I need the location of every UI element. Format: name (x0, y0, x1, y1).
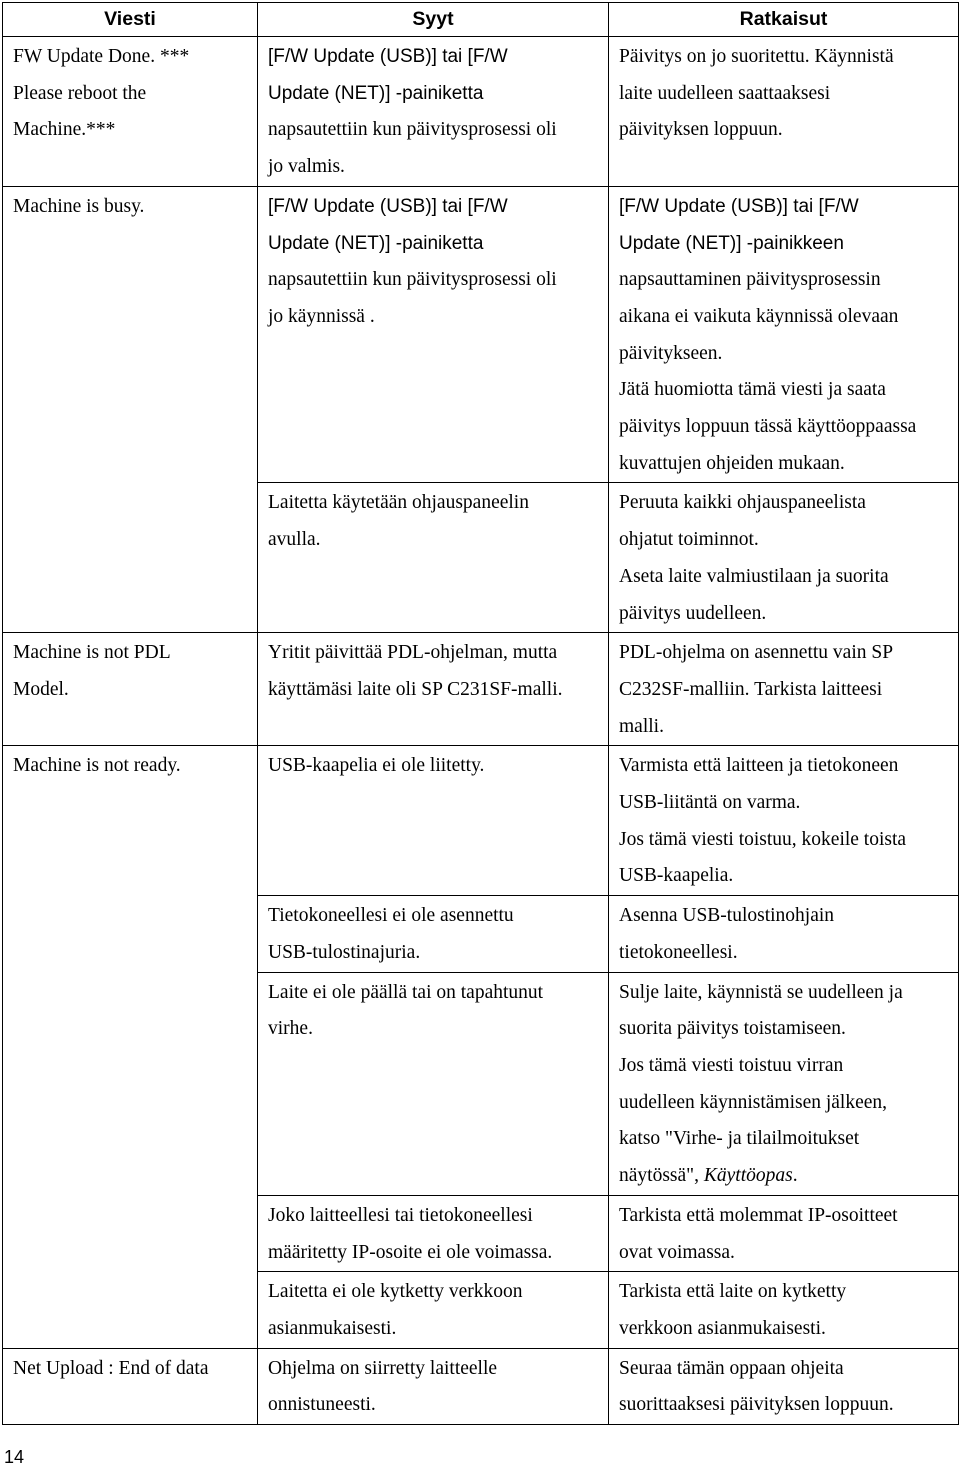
header-viesti: Viesti (3, 3, 258, 37)
message-cell (3, 37, 258, 187)
error-message-table (2, 2, 959, 1425)
cause-line: avulla. (268, 529, 321, 551)
cause-line: Laitetta ei ole kytketty verkkoon (268, 1281, 523, 1303)
solution-line: kuvattujen ohjeiden mukaan. (619, 452, 845, 474)
cause-cell (258, 633, 609, 746)
cause-line: asianmukaisesti. (268, 1317, 397, 1339)
cause-cell (258, 896, 609, 972)
solution-line: Jos tämä viesti toistuu virran (619, 1054, 844, 1076)
solution-line (619, 1158, 948, 1195)
solution-line: USB-liitäntä on varma. (619, 792, 801, 814)
solution-line: Sulje laite, käynnistä se uudelleen ja (619, 981, 903, 1003)
solution-line: ovat voimassa. (619, 1241, 735, 1263)
message-cell (3, 633, 258, 746)
solution-line: Aseta laite valmiustilaan ja suorita (619, 565, 889, 587)
header-ratkaisut: Ratkaisut (609, 3, 959, 37)
message-line: Please reboot the (13, 82, 147, 104)
solution-line: suorita päivitys toistamiseen. (619, 1018, 846, 1040)
solution-line: Seuraa tämän oppaan ohjeita (619, 1357, 844, 1379)
cause-line: Update (NET)] -painiketta (268, 82, 484, 104)
cause-line: määritetty IP-osoite ei ole voimassa. (268, 1241, 553, 1263)
solution-cell (609, 186, 959, 483)
solution-line: ohjatut toiminnot. (619, 529, 759, 551)
solution-line: laite uudelleen saattaaksesi (619, 82, 831, 104)
solution-line: katso "Virhe- ja tilailmoitukset (619, 1128, 860, 1150)
solution-line: napsauttaminen päivitysprosessin (619, 269, 881, 291)
table-row (3, 746, 959, 896)
solution-cell (609, 633, 959, 746)
solution-line: Peruuta kaikki ohjauspaneelista (619, 492, 866, 514)
table-row (3, 186, 959, 483)
page-number: 14 (4, 1447, 25, 1467)
solution-line: Varmista että laitteen ja tietokoneen (619, 755, 899, 777)
cause-line: napsautettiin kun päivitysprosessi oli (268, 269, 557, 291)
cause-cell (258, 972, 609, 1195)
cause-line: Ohjelma on siirretty laitteelle (268, 1357, 498, 1379)
cause-cell (258, 37, 609, 187)
cause-line: [F/W Update (USB)] tai [F/W (268, 46, 508, 67)
solution-line: Päivitys on jo suoritettu. Käynnistä (619, 46, 894, 67)
message-cell (3, 186, 258, 632)
cause-line: Laite ei ole päällä tai on tapahtunut (268, 981, 544, 1003)
cause-line: onnistuneesti. (268, 1394, 376, 1416)
cause-cell (258, 1272, 609, 1348)
solution-line: päivitys uudelleen. (619, 602, 767, 624)
solution-line: Asenna USB-tulostinohjain (619, 905, 835, 927)
cause-line: USB-kaapelia ei ole liitetty. (268, 755, 485, 777)
cause-line: USB-tulostinajuria. (268, 941, 421, 963)
solution-line: malli. (619, 715, 664, 737)
table-header-row (3, 3, 959, 37)
manual-title: Käyttöopas (703, 1165, 793, 1187)
solution-line: aikana ei vaikuta käynnissä olevaan (619, 305, 899, 327)
cause-line: jo valmis. (268, 156, 345, 178)
solution-line: päivitys loppuun tässä käyttöoppaassa (619, 416, 917, 438)
message-line: Model. (13, 678, 69, 700)
solution-line: PDL-ohjelma on asennettu vain SP (619, 642, 894, 664)
message-line: Machine is busy. (13, 195, 145, 217)
header-syyt: Syyt (258, 3, 609, 37)
cause-line: Update (NET)] -painiketta (268, 232, 484, 254)
cause-line: virhe. (268, 1018, 313, 1040)
message-line: Net Upload : End of data (13, 1357, 209, 1379)
solution-cell (609, 37, 959, 187)
solution-line: tietokoneellesi. (619, 941, 738, 963)
solution-cell (609, 1348, 959, 1424)
cause-cell (258, 483, 609, 633)
solution-line: USB-kaapelia. (619, 865, 734, 887)
message-cell (3, 746, 258, 1348)
message-line: Machine is not ready. (13, 755, 181, 777)
solution-cell (609, 1195, 959, 1271)
solution-line: Tarkista että laite on kytketty (619, 1281, 847, 1303)
cause-cell (258, 1195, 609, 1271)
solution-line: verkkoon asianmukaisesti. (619, 1317, 826, 1339)
solution-text: . (792, 1165, 798, 1187)
solution-cell (609, 896, 959, 972)
solution-cell (609, 1272, 959, 1348)
table-row (3, 633, 959, 746)
solution-text: näytössä", (619, 1165, 704, 1187)
cause-line: Yritit päivittää PDL-ohjelman, mutta (268, 642, 558, 664)
solution-line: päivitykseen. (619, 342, 723, 364)
solution-line: Update (NET)] -painikkeen (619, 232, 844, 254)
cause-line: [F/W Update (USB)] tai [F/W (268, 195, 508, 217)
cause-line: jo käynnissä . (268, 305, 375, 327)
cause-cell (258, 186, 609, 483)
cause-line: Joko laitteellesi tai tietokoneellesi (268, 1204, 533, 1226)
solution-line: Tarkista että molemmat IP-osoitteet (619, 1204, 898, 1226)
solution-line: uudelleen käynnistämisen jälkeen, (619, 1091, 888, 1113)
solution-line: Jätä huomiotta tämä viesti ja saata (619, 379, 886, 401)
solution-cell (609, 483, 959, 633)
cause-cell (258, 1348, 609, 1424)
cause-line: käyttämäsi laite oli SP C231SF-malli. (268, 678, 563, 700)
solution-cell (609, 972, 959, 1195)
table-row (3, 1348, 959, 1424)
cause-cell (258, 746, 609, 896)
solution-line: C232SF-malliin. Tarkista laitteesi (619, 678, 883, 700)
solution-line: suorittaaksesi päivityksen loppuun. (619, 1394, 894, 1416)
table-row (3, 37, 959, 187)
message-cell (3, 1348, 258, 1424)
solution-line: päivityksen loppuun. (619, 119, 783, 141)
message-line: FW Update Done. *** (13, 46, 190, 67)
cause-line: Laitetta käytetään ohjauspaneelin (268, 492, 529, 514)
cause-line: napsautettiin kun päivitysprosessi oli (268, 119, 557, 141)
solution-cell (609, 746, 959, 896)
message-line: Machine.*** (13, 119, 116, 141)
solution-line: Jos tämä viesti toistuu, kokeile toista (619, 828, 907, 850)
message-line: Machine is not PDL (13, 642, 171, 664)
cause-line: Tietokoneellesi ei ole asennettu (268, 905, 514, 927)
solution-line: [F/W Update (USB)] tai [F/W (619, 195, 859, 217)
